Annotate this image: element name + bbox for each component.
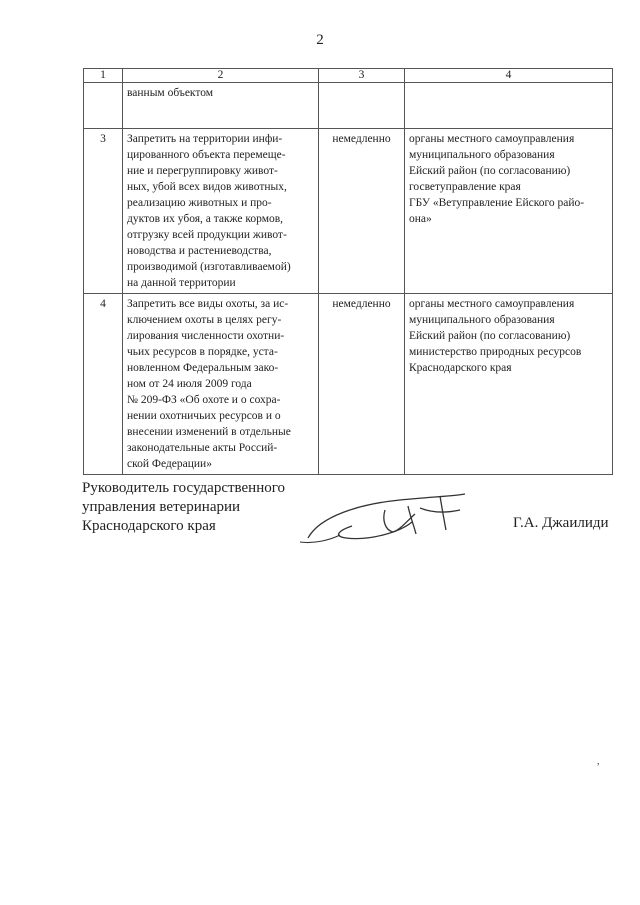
table-row: [84, 83, 613, 129]
table-row: [84, 129, 613, 294]
row-term: [319, 83, 405, 129]
page-number: 2: [316, 32, 324, 48]
scan-mark: ,: [597, 756, 600, 767]
row-action: ванным объектом: [123, 83, 319, 129]
header-col-1: 1: [84, 69, 123, 83]
signer-name: Г.А. Джаилиди: [513, 515, 609, 531]
table-header-row: [84, 69, 613, 83]
row-action: Запретить все виды охоты, за ис- ключением охоты в целях регу- лирования численности охотни- чьих ресурсов в порядке, уста- новленном Федеральным зако- ном от 24 июля 2009 года № 209-ФЗ «Об охоте и о сохра- нении охотничьих ресурсов и о внесении изменений в отдельные законодательные акты Россий- ской Федерации»: [123, 294, 319, 475]
row-term: немедленно: [319, 294, 405, 475]
row-action: Запретить на территории инфи- цированного объекта перемеще- ние и перегруппировку живот- ных, убой всех видов животных, реализацию животных и про- дуктов их убоя, а также кормов, отгрузку всей продукции живот- новодства и растениеводства, производимой (изготавливаемой) на данной территории: [123, 129, 319, 294]
header-col-3: 3: [319, 69, 405, 83]
row-executor: органы местного самоуправления муниципального образования Ейский район (по согласованию) министерство природных ресурсов Краснодарского края: [405, 294, 613, 475]
table-row: [84, 294, 613, 475]
measures-table: [83, 68, 613, 475]
handwritten-signature-icon: [290, 486, 490, 561]
header-col-2: 2: [123, 69, 319, 83]
row-number: 4: [84, 294, 123, 475]
signer-position: Руководитель государственного управления ветеринарии Краснодарского края: [82, 480, 286, 534]
row-executor: [405, 83, 613, 129]
row-executor: органы местного самоуправления муниципального образования Ейский район (по согласованию) госветуправление края ГБУ «Ветуправление Ейского райо- она»: [405, 129, 613, 294]
header-col-4: 4: [405, 69, 613, 83]
row-term: немедленно: [319, 129, 405, 294]
row-number: 3: [84, 129, 123, 294]
row-number: [84, 83, 123, 129]
